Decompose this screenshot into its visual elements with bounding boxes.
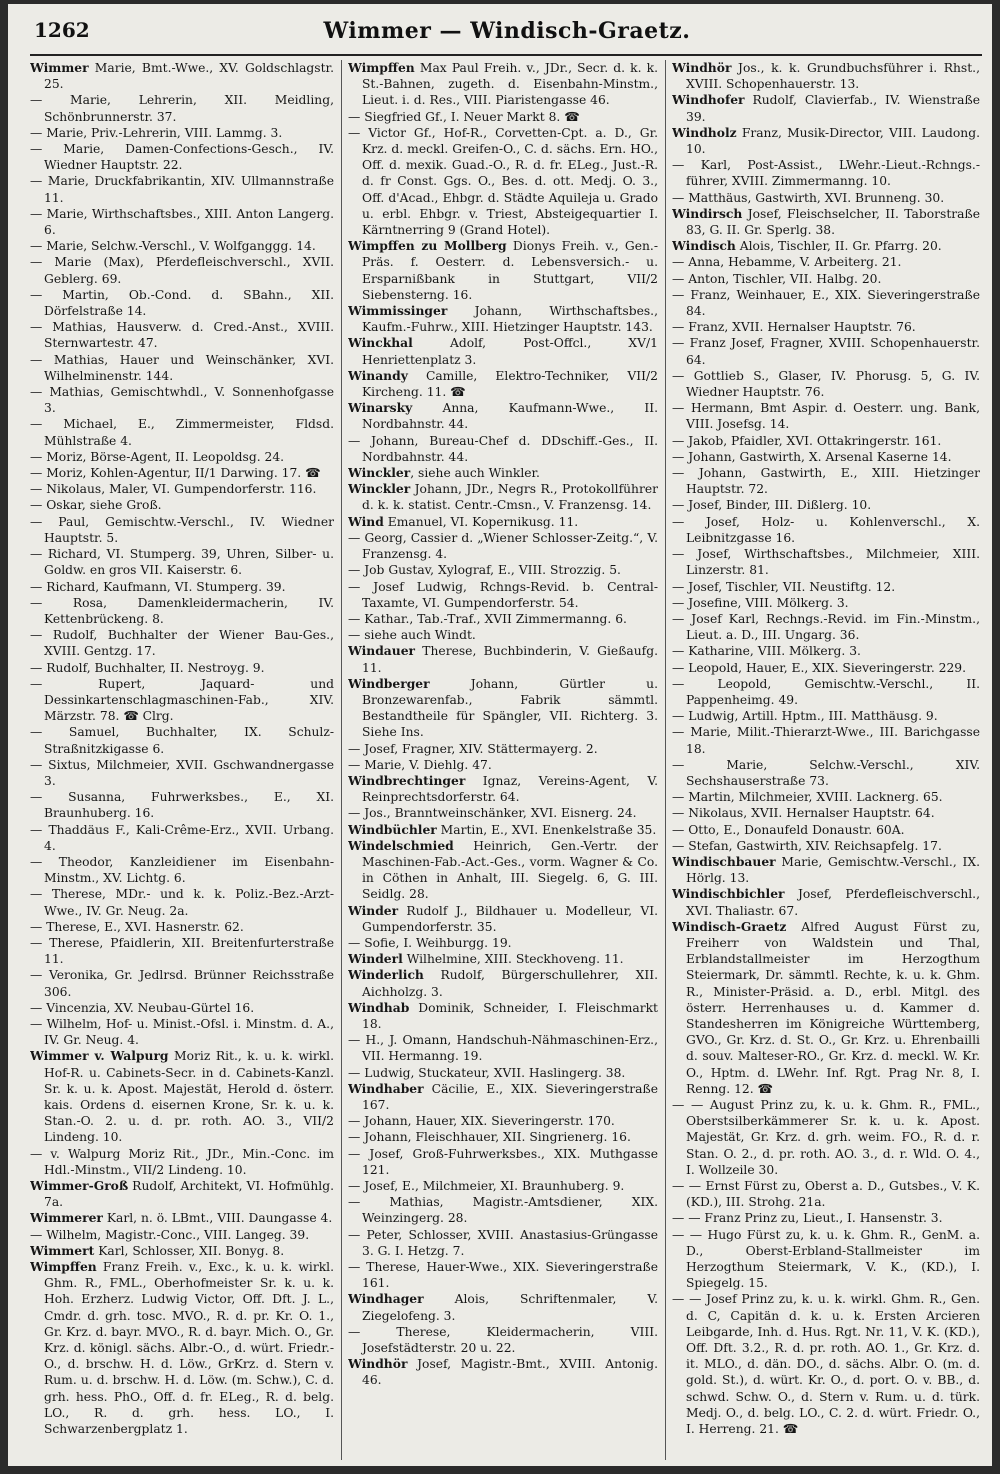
directory-entry xyxy=(30,789,334,821)
directory-entry xyxy=(30,1048,334,1145)
directory-entry xyxy=(348,1113,658,1129)
entry-details: Rudolf, Architekt, VI. Hofmühlg. 7a. xyxy=(44,1179,334,1210)
directory-entry xyxy=(348,400,658,432)
entry-surname: Windhofer xyxy=(672,92,745,108)
directory-entry xyxy=(672,190,980,206)
directory-entry xyxy=(672,157,980,189)
directory-entry xyxy=(30,1210,334,1226)
directory-entry xyxy=(348,1065,658,1081)
directory-entry xyxy=(30,416,334,448)
directory-entry xyxy=(672,822,980,838)
entry-details: — Franz Josef, Fragner, XVIII. Schopenhauerstr. 64. xyxy=(672,336,980,367)
page-number: 1262 xyxy=(34,18,90,42)
directory-entry xyxy=(672,465,980,497)
entry-details: — Marie, Priv.-Lehrerin, VIII. Lammg. 3. xyxy=(30,125,283,140)
entry-details: — Rudolf, Buchhalter, II. Nestroyg. 9. xyxy=(30,660,265,675)
directory-entry xyxy=(30,92,334,124)
directory-entry xyxy=(30,141,334,173)
entry-details: — Jakob, Pfaidler, XVI. Ottakringerstr. 161. xyxy=(672,433,942,448)
directory-entry xyxy=(672,433,980,449)
directory-entry xyxy=(348,238,658,303)
directory-entry xyxy=(30,514,334,546)
directory-entry xyxy=(30,1178,334,1210)
entry-details: — Josef Karl, Rechngs.-Revid. im Fin.-Minstm., Lieut. a. D., III. Ungarg. 36. xyxy=(672,611,980,643)
entry-details: Johann, Gürtler u. Bronzewarenfab., Fabrik sämmtl. Bestandtheile für Spängler, VII. Richterg. 3. Siehe Ins. xyxy=(362,676,658,740)
entry-details: — Sofie, I. Weihburgg. 19. xyxy=(348,935,512,950)
entry-details: — Nikolaus, XVII. Hernalser Hauptstr. 64. xyxy=(672,806,935,821)
entry-details: — Moriz, Kohlen-Agentur, II/1 Darwing. 17. ☎ xyxy=(30,466,321,481)
directory-entry xyxy=(348,1291,658,1323)
entry-details: Karl, n. ö. LBmt., VIII. Daungasse 4. xyxy=(102,1211,333,1226)
entry-details: — Wilhelm, Hof- u. Minist.-Ofsl. i. Minstm. d. A., IV. Gr. Neug. 4. xyxy=(30,1016,334,1048)
directory-page xyxy=(8,4,992,1466)
entry-details: — Therese, MDr.- und k. k. Poliz.-Bez.-Arzt-Wwe., IV. Gr. Neug. 2a. xyxy=(30,887,334,918)
directory-entry xyxy=(30,449,334,465)
directory-entry xyxy=(30,1227,334,1243)
directory-entry xyxy=(30,173,334,205)
directory-entry xyxy=(348,627,658,643)
entry-details: — Mathias, Gemischtwhdl., V. Sonnenhofgasse 3. xyxy=(30,385,334,416)
directory-entry xyxy=(348,514,658,530)
directory-entry xyxy=(672,708,980,724)
entry-details: — Therese, Pfaidlerin, XII. Breitenfurterstraße 11. xyxy=(30,935,334,967)
entry-details: — Martin, Ob.-Cond. d. SBahn., XII. Dörfelstraße 14. xyxy=(30,287,334,319)
directory-entry xyxy=(672,92,980,124)
entry-details: — Richard, VI. Stumperg. 39, Uhren, Silber- u. Goldw. en gros VII. Kaiserstr. 6. xyxy=(30,547,334,578)
entry-details: — siehe auch Windt. xyxy=(348,628,476,643)
entry-surname: Windelschmied xyxy=(348,837,454,853)
directory-entry xyxy=(672,1291,980,1437)
entry-details: — Josef, Tischler, VII. Neustiftg. 12. xyxy=(672,579,896,594)
directory-entry xyxy=(30,546,334,578)
entry-surname: Wimmer v. Walpurg xyxy=(30,1048,169,1064)
entry-surname: Wimmissinger xyxy=(348,303,448,319)
entry-surname: Windberger xyxy=(348,675,430,691)
entry-surname: Winderlich xyxy=(348,967,424,983)
directory-entry xyxy=(30,854,334,886)
directory-entry xyxy=(672,919,980,1097)
entry-details: — Richard, Kaufmann, VI. Stumperg. 39. xyxy=(30,579,286,594)
directory-entry xyxy=(672,497,980,513)
entry-details: — Ludwig, Artill. Hptm., III. Matthäusg. 9. xyxy=(672,709,938,724)
directory-entry xyxy=(672,271,980,287)
entry-details: , siehe auch Winkler. xyxy=(410,466,540,481)
directory-entry xyxy=(30,676,334,725)
entry-details: — Josef, Fragner, XIV. Stättermayerg. 2. xyxy=(348,741,598,756)
directory-entry xyxy=(30,595,334,627)
entry-surname: Windisch-Graetz xyxy=(672,918,787,934)
entry-details: — Gottlieb S., Glaser, IV. Phorusg. 5, G. IV. Wiedner Hauptstr. 76. xyxy=(672,368,980,400)
directory-entry xyxy=(30,352,334,384)
entry-details: Marie, Gemischtw.-Verschl., IX. Hörlg. 13. xyxy=(686,854,980,886)
column-1 xyxy=(30,60,334,1460)
entry-details: — Josef, E., Milchmeier, XI. Braunhuberg. 9. xyxy=(348,1179,625,1194)
directory-entry xyxy=(672,789,980,805)
directory-entry xyxy=(672,287,980,319)
directory-entry xyxy=(348,676,658,741)
entry-surname: Winckler xyxy=(348,481,411,497)
entry-details: — Marie, Lehrerin, XII. Meidling, Schönbrunnerstr. 37. xyxy=(30,93,334,124)
entry-details: — Siegfried Gf., I. Neuer Markt 8. ☎ xyxy=(348,109,580,124)
directory-entry xyxy=(348,1194,658,1226)
entry-surname: Windhaber xyxy=(348,1080,424,1096)
entry-details: Marie, Bmt.-Wwe., XV. Goldschlagstr. 25. xyxy=(44,61,334,92)
entry-details: Johann, JDr., Negrs R., Protokollführer d. k. k. statist. Centr.-Cmsn., V. Franzensg. 14. xyxy=(362,482,658,513)
directory-entry xyxy=(672,400,980,432)
entry-surname: Windbüchler xyxy=(348,821,437,837)
entry-surname: Winandy xyxy=(348,367,408,383)
entry-surname: Windbrechtinger xyxy=(348,772,466,788)
entry-surname: Wimpffen zu Mollberg xyxy=(348,238,507,254)
entry-details: — Josef, Binder, III. Dißlerg. 10. xyxy=(672,498,872,513)
entry-details: Therese, Buchbinderin, V. Gießaufg. 11. xyxy=(362,644,658,675)
entry-surname: Windhör xyxy=(672,60,732,75)
entry-details: — Therese, Kleidermacherin, VIII. Josefstädterstr. 20 u. 22. xyxy=(348,1324,658,1356)
entry-surname: Winckler xyxy=(348,465,411,481)
entry-surname: Windischbichler xyxy=(672,886,785,902)
entry-details: — Josef, Holz- u. Kohlenverschl., X. Leibnitzgasse 16. xyxy=(672,514,980,545)
entry-surname: Windhör xyxy=(348,1356,408,1372)
directory-entry xyxy=(30,60,334,92)
directory-entry xyxy=(348,1178,658,1194)
entry-details: — Thaddäus F., Kali-Crême-Erz., XVII. Urbang. 4. xyxy=(30,822,334,853)
entry-surname: Windhager xyxy=(348,1291,424,1307)
entry-details: — Mathias, Magistr.-Amtsdiener, XIX. Weinzingerg. 28. xyxy=(348,1195,658,1226)
entry-details: Rudolf J., Bildhauer u. Modelleur, VI. Gumpendorferstr. 35. xyxy=(362,903,658,934)
entry-details: — Josef, Wirthschaftsbes., Milchmeier, XIII. Linzerstr. 81. xyxy=(672,547,980,578)
entry-details: — Katharine, VIII. Mölkerg. 3. xyxy=(672,644,861,659)
entry-details: Camille, Elektro-Techniker, VII/2 Kircheng. 11. ☎ xyxy=(362,368,658,400)
entry-details: Franz Freih. v., Exc., k. u. k. wirkl. Ghm. R., FML., Oberhofmeister Sr. k. u. k. Hoh. Erzherz. Ludwig Victor, Off. Dft. J. L., Cmdr. d. grh. tosc. MVO., R. d. pr. Kr. O. 1., Gr. Krz. d. bayr. MVO., R. d. bayr. Mich. O., Gr. Krz. d. königl. sächs. Albr.-O., d. würt. Friedr.-O., d. brschw. H. d. Löw., GrKrz. d. Stern v. Rum. u. d. brschw. H. d. Löw. (m. Schw.), C. d. grh. hess. PhO., Off. d. fr. ELeg., R. d. belg. LO., R. d. grh. hess. LO., I. Schwarzenbergplatz 1. xyxy=(44,1260,334,1437)
entry-details: Moriz Rit., k. u. k. wirkl. Hof-R. u. Cabinets-Secr. in d. Cabinets-Kanzl. Sr. k. u. k. Apost. Majestät, Herold d. österr. kais. Ordens d. eisernen Krone, Sr. k. u. k. Stan.-O. 2. u. d. pr. roth. AO. 3., VII/2 Lindeng. 10. xyxy=(44,1049,334,1145)
entry-details: — Hermann, Bmt Aspir. d. Oesterr. ung. Bank, VIII. Josefsg. 14. xyxy=(672,401,980,432)
entry-details: Josef, Pferdefleischverschl., XVI. Thaliastr. 67. xyxy=(686,887,980,918)
directory-entry xyxy=(30,967,334,999)
entry-details: — Johann, Gastwirth, X. Arsenal Kaserne 14. xyxy=(672,449,952,464)
directory-entry xyxy=(348,303,658,335)
directory-entry xyxy=(348,805,658,821)
directory-entry xyxy=(672,579,980,595)
directory-entry xyxy=(30,919,334,935)
page-title: Wimmer — Windisch-Graetz. xyxy=(323,18,691,44)
entry-details: Franz, Musik-Director, VIII. Laudong. 10. xyxy=(686,125,980,157)
entry-details: — Mathias, Hauer und Weinschänker, XVI. Wilhelminenstr. 144. xyxy=(30,352,334,383)
directory-entry xyxy=(672,238,980,254)
directory-entry xyxy=(348,1356,658,1388)
directory-entry xyxy=(672,1227,980,1292)
entry-surname: Wimpffen xyxy=(348,60,415,75)
entry-details: — Ludwig, Stuckateur, XVII. Haslingerg. 38. xyxy=(348,1065,626,1080)
directory-entry xyxy=(348,530,658,562)
directory-entry xyxy=(672,886,980,918)
entry-surname: Windisch xyxy=(672,238,736,254)
entry-details: — Michael, E., Zimmermeister, Fldsd. Mühlstraße 4. xyxy=(30,417,334,448)
entry-details: — Marie, Damen-Confections-Gesch., IV. Wiedner Hauptstr. 22. xyxy=(30,142,334,173)
directory-entry xyxy=(672,125,980,157)
entry-details: Dionys Freih. v., Gen.-Präs. f. Oesterr. d. Lebensversich.- u. Ersparnißbank in Stuttgart, VII/2 Siebensterng. 16. xyxy=(362,239,658,302)
directory-entry xyxy=(672,611,980,643)
entry-details: — Franz, XVII. Hernalser Hauptstr. 76. xyxy=(672,320,916,335)
directory-entry xyxy=(672,643,980,659)
entry-details: — Oskar, siehe Groß. xyxy=(30,498,162,513)
directory-entry xyxy=(348,741,658,757)
directory-entry xyxy=(348,611,658,627)
directory-entry xyxy=(672,335,980,367)
entry-details: — Marie, Wirthschaftsbes., XIII. Anton Langerg. 6. xyxy=(30,206,334,238)
entry-details: — H., J. Omann, Handschuh-Nähmaschinen-Erz., VII. Hermanng. 19. xyxy=(348,1033,658,1064)
entry-details: Anna, Kaufmann-Wwe., II. Nordbahnstr. 44. xyxy=(362,401,658,432)
entry-details: — Therese, Hauer-Wwe., XIX. Sieveringerstraße 161. xyxy=(348,1260,658,1291)
directory-entry xyxy=(348,643,658,675)
entry-details: Dominik, Schneider, I. Fleischmarkt 18. xyxy=(362,1000,658,1031)
entry-details: — — Ernst Fürst zu, Oberst a. D., Gutsbes., V. K. (KD.), III. Strohg. 21a. xyxy=(672,1179,980,1210)
directory-entry xyxy=(672,676,980,708)
entry-details: — Paul, Gemischtw.-Verschl., IV. Wiedner Hauptstr. 5. xyxy=(30,514,334,545)
directory-entry xyxy=(348,903,658,935)
page-header xyxy=(34,18,980,48)
entry-details: — Anton, Tischler, VII. Halbg. 20. xyxy=(672,271,882,286)
entry-details: Cäcilie, E., XIX. Sieveringerstraße 167. xyxy=(362,1081,658,1112)
directory-entry xyxy=(672,660,980,676)
directory-entry xyxy=(30,206,334,238)
entry-details: — Johann, Bureau-Chef d. DDschiff.-Ges., II. Nordbahnstr. 44. xyxy=(348,433,658,464)
entry-details: — Job Gustav, Xylograf, E., VIII. Strozzig. 5. xyxy=(348,563,621,578)
entry-details: — — Hugo Fürst zu, k. u. k. Ghm. R., GenM. a. D., Oberst-Erbland-Stallmeister im Herzogthum Steiermark, V. K., (KD.), I. Spiegelg. 15. xyxy=(672,1227,980,1291)
directory-entry xyxy=(348,967,658,999)
entry-details: Wilhelmine, XIII. Steckhoveng. 11. xyxy=(402,952,624,967)
directory-entry xyxy=(672,254,980,270)
entry-details: — Martin, Milchmeier, XVIII. Lacknerg. 65. xyxy=(672,790,943,805)
entry-details: — Otto, E., Donaufeld Donaustr. 60A. xyxy=(672,822,905,837)
entry-details: Ignaz, Vereins-Agent, V. Reinprechtsdorferstr. 64. xyxy=(362,773,658,805)
entry-details: — Jos., Branntweinschänker, XVI. Eisnerg. 24. xyxy=(348,806,637,821)
entry-details: — Veronika, Gr. Jedlrsd. Brünner Reichsstraße 306. xyxy=(30,968,334,999)
directory-entry xyxy=(672,854,980,886)
directory-entry xyxy=(348,465,658,481)
directory-entry xyxy=(30,497,334,513)
directory-entry xyxy=(348,1146,658,1178)
entry-details: — Moriz, Börse-Agent, II. Leopoldsg. 24. xyxy=(30,449,285,464)
directory-entry xyxy=(30,935,334,967)
entry-details: — Marie, Druckfabrikantin, XIV. Ullmannstraße 11. xyxy=(30,174,334,205)
directory-entry xyxy=(672,546,980,578)
directory-entry xyxy=(348,433,658,465)
entry-details: — Sixtus, Milchmeier, XVII. Gschwandnergasse 3. xyxy=(30,757,334,788)
directory-entry xyxy=(30,319,334,351)
entry-details: — Samuel, Buchhalter, IX. Schulz-Straßnitzkigasse 6. xyxy=(30,725,334,756)
entry-details: Josef, Fleischselcher, II. Taborstraße 83, G. II. Gr. Sperlg. 38. xyxy=(686,206,980,238)
entry-surname: Windischbauer xyxy=(672,853,776,869)
entry-details: Adolf, Post-Offcl., XV/1 Henriettenplatz 3. xyxy=(362,336,658,367)
entry-details: — Josef, Groß-Fuhrwerksbes., XIX. Muthgasse 121. xyxy=(348,1146,658,1177)
entry-details: — Johann, Hauer, XIX. Sieveringerstr. 170. xyxy=(348,1114,615,1129)
directory-entry xyxy=(672,368,980,400)
column-3 xyxy=(672,60,980,1460)
entry-details: Martin, E., XVI. Enenkelstraße 35. xyxy=(436,822,657,837)
directory-entry xyxy=(672,1097,980,1178)
directory-entry xyxy=(30,481,334,497)
entry-details: — Matthäus, Gastwirth, XVI. Brunneng. 30. xyxy=(672,190,945,205)
entry-details: — Marie, V. Diehlg. 47. xyxy=(348,757,492,772)
entry-details: Rudolf, Bürgerschullehrer, XII. Aichholzg. 3. xyxy=(362,968,658,999)
directory-entry xyxy=(348,368,658,400)
directory-entry xyxy=(672,1178,980,1210)
directory-entry xyxy=(30,660,334,676)
directory-entry xyxy=(348,1129,658,1145)
entry-details: Alfred August Fürst zu, Freiherr von Waldstein und Thal, Erblandstallmeister im Herzogthum Steiermark, Dr. sämmtl. Rechte, k. u. k. Ghm. R., Minister-Präsid. a. D., erbl. Mitgl. des österr. Herrenhauses u. d. Kammer d. Standesherren im Königreiche Württemberg, GVO., Gr. Krz. d. St. O., Gr. Krz. u. Ehrenbailli d. souv. Malteser-RO., Gr. Krz. d. meckl. W. Kr. O., Hptm. d. LWehr. Inf. Rgt. Prag Nr. 8, I. Renng. 12. ☎ xyxy=(686,919,980,1096)
entry-details: Josef, Magistr.-Bmt., XVIII. Antonig. 46. xyxy=(362,1357,658,1388)
directory-entry xyxy=(30,238,334,254)
directory-entry xyxy=(348,579,658,611)
directory-entry xyxy=(348,335,658,367)
entry-surname: Windhab xyxy=(348,999,410,1015)
entry-details: — Wilhelm, Magistr.-Conc., VIII. Langeg. 39. xyxy=(30,1227,310,1242)
directory-entry xyxy=(30,125,334,141)
directory-entry xyxy=(30,579,334,595)
entry-surname: Wimmert xyxy=(30,1242,95,1258)
column-2 xyxy=(348,60,658,1460)
directory-entry xyxy=(30,724,334,756)
directory-entry xyxy=(348,125,658,238)
directory-entry xyxy=(348,773,658,805)
directory-entry xyxy=(348,935,658,951)
entry-details: — Rosa, Damenkleidermacherin, IV. Kettenbrückeng. 8. xyxy=(30,595,334,626)
entry-details: — Johann, Fleischhauer, XII. Singrienerg. 16. xyxy=(348,1130,631,1145)
entry-details: — Marie, Selchw.-Verschl., V. Wolfganggg. 14. xyxy=(30,239,316,254)
entry-surname: Wimmerer xyxy=(30,1210,103,1226)
entry-details: — Vincenzia, XV. Neubau-Gürtel 16. xyxy=(30,1000,255,1015)
entry-details: — Theodor, Kanzleidiener im Eisenbahn-Minstm., XV. Lichtg. 6. xyxy=(30,854,334,886)
header-rule xyxy=(30,54,982,56)
directory-entry xyxy=(30,1259,334,1437)
entry-surname: Windirsch xyxy=(672,205,743,221)
directory-entry xyxy=(348,1259,658,1291)
directory-entry xyxy=(30,384,334,416)
entry-details: — Karl, Post-Assist., LWehr.-Lieut.-Rchngs.-führer, XVIII. Zimmermanng. 10. xyxy=(672,158,980,189)
directory-entry xyxy=(348,562,658,578)
entry-details: — Leopold, Hauer, E., XIX. Sieveringerstr. 229. xyxy=(672,660,967,675)
directory-entry xyxy=(672,514,980,546)
entry-details: — Nikolaus, Maler, VI. Gumpendorferstr. 116. xyxy=(30,482,317,497)
entry-details: Johann, Wirthschaftsbes., Kaufm.-Fuhrw., XIII. Hietzinger Hauptstr. 143. xyxy=(362,304,658,335)
directory-entry xyxy=(30,757,334,789)
directory-entry xyxy=(348,60,658,109)
entry-details: — — August Prinz zu, k. u. k. Ghm. R., FML., Oberstsilberkämmerer Sr. k. u. k. Apost. Majestät, Gr. Krz. d. grh. weim. FO., R. d. r. Stan. O. 2., d. pr. roth. AO. 3., d. r. Wld. O. 4., I. Wollzeile 30. xyxy=(672,1098,980,1177)
directory-entry xyxy=(348,838,658,903)
entry-surname: Windholz xyxy=(672,124,737,140)
entry-surname: Winder xyxy=(348,902,399,918)
directory-entry xyxy=(348,1032,658,1064)
directory-entry xyxy=(30,254,334,286)
entry-details: — Marie, Selchw.-Verschl., XIV. Sechshauserstraße 73. xyxy=(672,757,980,788)
directory-entry xyxy=(348,481,658,513)
entry-details: Alois, Schriftenmaler, V. Ziegelofeng. 3. xyxy=(362,1292,658,1323)
entry-surname: Winckhal xyxy=(348,335,413,351)
entry-surname: Winderl xyxy=(348,951,403,967)
directory-entry xyxy=(30,1016,334,1048)
entry-details: — Rudolf, Buchhalter der Wiener Bau-Ges., XVIII. Gentzg. 17. xyxy=(30,628,334,659)
directory-entry xyxy=(30,465,334,481)
entry-details: Max Paul Freih. v., JDr., Secr. d. k. k. St.-Bahnen, zugeth. d. Eisenbahn-Minstm., Lieut. i. d. Res., VIII. Piaristengasse 46. xyxy=(362,61,658,108)
column-divider xyxy=(665,60,666,1460)
directory-entry xyxy=(30,822,334,854)
entry-surname: Wimmer xyxy=(30,60,89,75)
directory-entry xyxy=(348,1081,658,1113)
directory-entry xyxy=(672,319,980,335)
directory-entry xyxy=(672,838,980,854)
directory-entry xyxy=(30,886,334,918)
directory-entry xyxy=(672,60,980,92)
directory-entry xyxy=(672,805,980,821)
entry-details: — Stefan, Gastwirth, XIV. Reichsapfelg. 17. xyxy=(672,838,942,853)
directory-entry xyxy=(348,109,658,125)
directory-entry xyxy=(672,724,980,756)
directory-entry xyxy=(348,1227,658,1259)
entry-details: — Rupert, Jaquard- und Dessinkartenschlagmaschinen-Fab., XIV. Märzstr. 78. ☎ Clrg. xyxy=(30,676,334,724)
directory-entry xyxy=(30,1146,334,1178)
directory-entry xyxy=(672,206,980,238)
directory-entry xyxy=(348,1000,658,1032)
entry-details: — Susanna, Fuhrwerksbes., E., XI. Braunhuberg. 16. xyxy=(30,790,334,821)
entry-details: — — Josef Prinz zu, k. u. k. wirkl. Ghm. R., Gen. d. C, Capitän d. k. u. k. Ersten Arcieren Leibgarde, Inh. d. Hus. Rgt. Nr. 11, V. K. (KD.), Off. Dft. 3.2., R. d. pr. roth. AO. 1., Gr. Krz. d. it. MLO., d. dän. DO., d. sächs. Albr. O. (m. d. gold. St.), d. würt. Kr. O., d. port. O. v. BB., d. schwd. Schw. O., d. Stern v. Rum. u. d. türk. Medj. O., d. belg. LO., C. 2. d. würt. Friedr. O., I. Herreng. 21. ☎ xyxy=(672,1292,980,1437)
entry-details: Emanuel, VI. Kopernikusg. 11. xyxy=(383,514,579,529)
directory-columns xyxy=(30,60,982,1460)
entry-surname: Winarsky xyxy=(348,400,413,416)
entry-details: — Victor Gf., Hof-R., Corvetten-Cpt. a. D., Gr. Krz. d. meckl. Greifen-O., C. d. sächs. Ern. HO., Off. d. mexik. Guad.-O., R. d. fr. ELeg., Just.-R. d. fr Const. Ggs. O., Bes. d. ott. Medj. O. 3., Off. d'Acad., Ehbgr. d. Städte Aquileja u. Grado u. erbl. Ehbgr. v. Triest, Absteigequartier I. Kärntnerring 9 (Grand Hotel). xyxy=(348,125,658,238)
directory-entry xyxy=(30,1000,334,1016)
directory-entry xyxy=(348,822,658,838)
directory-entry xyxy=(30,627,334,659)
directory-entry xyxy=(30,287,334,319)
entry-details: Alois, Tischler, II. Gr. Pfarrg. 20. xyxy=(735,239,942,254)
directory-entry xyxy=(672,1210,980,1226)
entry-details: — Georg, Cassier d. „Wiener Schlosser-Zeitg.“, V. Franzensg. 4. xyxy=(348,530,658,562)
directory-entry xyxy=(348,951,658,967)
entry-details: — Johann, Gastwirth, E., XIII. Hietzinger Hauptstr. 72. xyxy=(672,466,980,497)
directory-entry xyxy=(672,757,980,789)
directory-entry xyxy=(672,595,980,611)
directory-entry xyxy=(30,1243,334,1259)
entry-details: — Marie (Max), Pferdefleischverschl., XVII. Geblerg. 69. xyxy=(30,255,334,286)
entry-details: Rudolf, Clavierfab., IV. Wienstraße 39. xyxy=(686,93,980,124)
entry-details: — Anna, Hebamme, V. Arbeiterg. 21. xyxy=(672,255,902,270)
entry-surname: Wind xyxy=(348,513,384,529)
directory-entry xyxy=(348,757,658,773)
directory-entry xyxy=(348,1324,658,1356)
entry-details: — Marie, Milit.-Thierarzt-Wwe., III. Barichgasse 18. xyxy=(672,725,980,756)
entry-details: — Mathias, Hausverw. d. Cred.-Anst., XVIII. Sternwartestr. 47. xyxy=(30,320,334,351)
entry-surname: Wimpffen xyxy=(30,1259,97,1275)
column-divider xyxy=(341,60,342,1460)
entry-details: — Kathar., Tab.-Traf., XVII Zimmermanng. 6. xyxy=(348,611,627,626)
entry-details: — Josef Ludwig, Rchngs-Revid. b. Central-Taxamte, VI. Gumpendorferstr. 54. xyxy=(348,579,658,610)
entry-surname: Windauer xyxy=(348,643,416,659)
entry-details: — v. Walpurg Moriz Rit., JDr., Min.-Conc. im Hdl.-Minstm., VII/2 Lindeng. 10. xyxy=(30,1146,334,1177)
entry-details: Jos., k. k. Grundbuchsführer i. Rhst., XVIII. Schopenhauerstr. 13. xyxy=(686,61,980,92)
directory-entry xyxy=(672,449,980,465)
entry-details: Heinrich, Gen.-Vertr. der Maschinen-Fab.-Act.-Ges., vorm. Wagner & Co. in Cöthen in Anhalt, III. Siegelg. 6, G. III. Seidlg. 28. xyxy=(362,838,658,902)
entry-surname: Wimmer-Groß xyxy=(30,1178,129,1194)
entry-details: — Franz, Weinhauer, E., XIX. Sieveringerstraße 84. xyxy=(672,287,980,319)
entry-details: — Peter, Schlosser, XVIII. Anastasius-Grüngasse 3. G. I. Hetzg. 7. xyxy=(348,1227,658,1258)
entry-details: — Josefine, VIII. Mölkerg. 3. xyxy=(672,595,849,610)
entry-details: — — Franz Prinz zu, Lieut., I. Hansenstr. 3. xyxy=(672,1211,943,1226)
entry-details: — Leopold, Gemischtw.-Verschl., II. Pappenheimg. 49. xyxy=(672,676,980,707)
entry-details: Karl, Schlosser, XII. Bonyg. 8. xyxy=(94,1243,285,1258)
entry-details: — Therese, E., XVI. Hasnerstr. 62. xyxy=(30,919,244,934)
